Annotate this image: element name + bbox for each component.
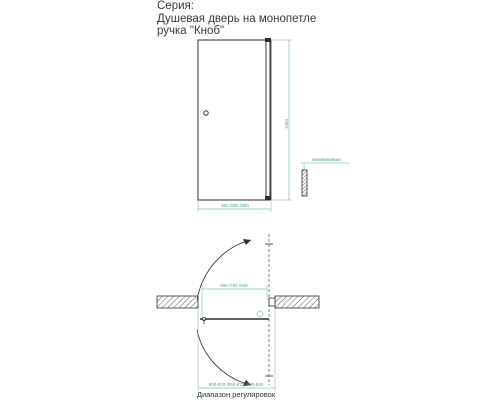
series-label: Серия:: [157, 0, 194, 12]
wall-profile: [269, 298, 275, 306]
hinge-bottom: [265, 196, 271, 200]
range-caption: Диапазон регулировок: [196, 390, 276, 399]
hinge-detail-icon: [257, 311, 263, 317]
adjust-range-dimension: 800-820 /850-870 /900-920: [208, 382, 264, 387]
knob-handle-icon: [204, 111, 208, 115]
height-dimension: 1950: [284, 118, 289, 130]
glass-section-detail: [302, 170, 307, 196]
plan-view: [157, 234, 319, 399]
wall-right: [275, 296, 319, 308]
hinge-top: [265, 38, 271, 42]
product-name-line-2: ручка "Кноб": [157, 25, 225, 37]
product-name-line-1: Душевая дверь на монопетле: [157, 12, 317, 25]
wall-left: [157, 296, 198, 308]
front-view: [198, 38, 350, 212]
width-dimension: 800 /820 /900: [221, 203, 249, 208]
door-panel: [198, 40, 270, 200]
swing-arc-outward: [197, 240, 251, 300]
swing-arc-inward: [197, 330, 251, 385]
opening-dimension: 690 /760 /840: [220, 283, 248, 288]
glass-thickness-label: 6мм/6мм/6мм: [312, 157, 341, 162]
